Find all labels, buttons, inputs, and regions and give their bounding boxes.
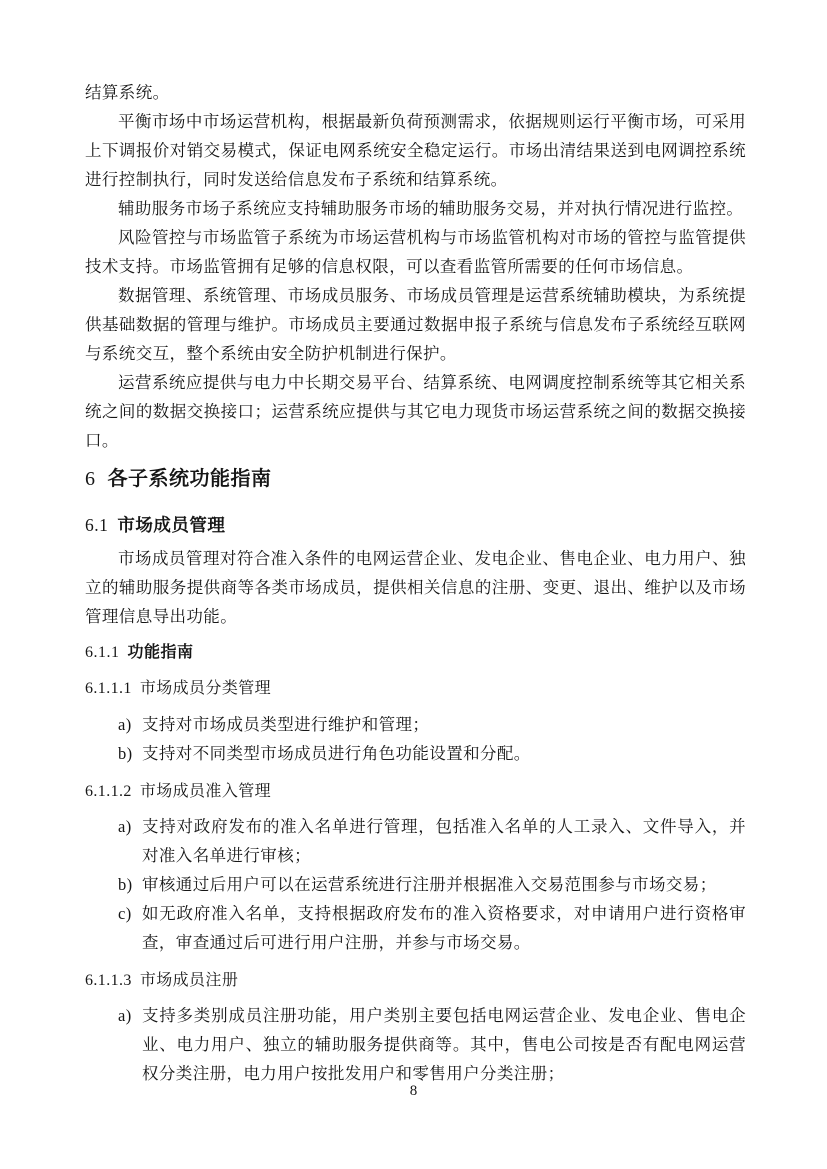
list-item-marker: b) — [118, 875, 133, 894]
clause-heading-6-1-1-2 — [85, 780, 746, 804]
clause-title: 市场成员分类管理 — [139, 680, 272, 697]
list-item — [85, 899, 746, 957]
list-item-text: 支持对政府发布的准入名单进行管理，包括准入名单的人工录入、文件导入，并对准入名单进行审核； — [142, 817, 746, 865]
section-title: 各子系统功能指南 — [107, 468, 272, 490]
clause-number: 6.1.1.2 — [85, 783, 132, 800]
list-item-text: 支持对不同类型市场成员进行角色功能设置和分配。 — [142, 744, 531, 763]
section-heading-6 — [85, 464, 746, 494]
section-number: 6 — [85, 468, 96, 490]
list-item — [85, 710, 746, 739]
list-item-marker: b) — [118, 744, 133, 763]
subsection-number: 6.1 — [85, 515, 109, 535]
paragraph-balance-market: 平衡市场中市场运营机构，根据最新负荷预测需求，依据规则运行平衡市场，可采用上下调报价对销交易模式，保证电网系统安全稳定运行。市场出清结果送到电网调控系统进行控制执行，同时发送给信息发布子系统和结算系统。 — [85, 112, 746, 189]
clause-list-6-1-1-1 — [85, 710, 746, 768]
list-item — [85, 739, 746, 768]
clause-heading-6-1-1-1 — [85, 677, 746, 701]
paragraph-interfaces: 运营系统应提供与电力中长期交易平台、结算系统、电网调度控制系统等其它相关系统之间的数据交换接口；运营系统应提供与其它电力现货市场运营系统之间的数据交换接口。 — [85, 373, 746, 450]
list-item-marker: a) — [118, 1006, 132, 1025]
list-item-text: 如无政府准入名单，支持根据政府发布的准入资格要求，对申请用户进行资格审查，审查通过后可进行用户注册，并参与市场交易。 — [142, 904, 746, 952]
paragraph-ancillary-services: 辅助服务市场子系统应支持辅助服务市场的辅助服务交易，并对执行情况进行监控。 — [118, 199, 744, 218]
subsection-heading-6-1-1 — [85, 641, 746, 665]
clause-heading-6-1-1-3 — [85, 969, 746, 993]
subsection-title: 功能指南 — [127, 644, 194, 661]
list-item — [85, 1001, 746, 1088]
list-item-text: 支持多类别成员注册功能，用户类别主要包括电网运营企业、发电企业、售电企业、电力用户、独立的辅助服务提供商等。其中，售电公司按是否有配电网运营权分类注册，电力用户按批发用户和零售用户分类注册； — [142, 1006, 746, 1083]
list-item — [85, 870, 746, 899]
paragraph-member-management: 市场成员管理对符合准入条件的电网运营企业、发电企业、售电企业、电力用户、独立的辅助服务提供商等各类市场成员，提供相关信息的注册、变更、退出、维护以及市场管理信息导出功能。 — [85, 549, 746, 626]
list-item — [85, 812, 746, 870]
paragraph-risk-control: 风险管控与市场监管子系统为市场运营机构与市场监管机构对市场的管控与监管提供技术支持。市场监管拥有足够的信息权限，可以查看监管所需要的任何市场信息。 — [85, 228, 746, 276]
paragraph-data-management: 数据管理、系统管理、市场成员服务、市场成员管理是运营系统辅助模块，为系统提供基础数据的管理与维护。市场成员主要通过数据申报子系统与信息发布子系统经互联网与系统交互，整个系统由安全防护机制进行保护。 — [85, 286, 746, 363]
clause-list-6-1-1-2 — [85, 812, 746, 957]
page-number: 8 — [409, 1083, 418, 1099]
clause-list-6-1-1-3 — [85, 1001, 746, 1088]
list-item-text: 审核通过后用户可以在运营系统进行注册并根据准入交易范围参与市场交易； — [142, 875, 717, 894]
paragraph-continuation: 结算系统。 — [85, 83, 170, 102]
clause-number: 6.1.1.1 — [85, 680, 132, 697]
clause-title: 市场成员准入管理 — [139, 783, 272, 800]
subsection-heading-6-1 — [85, 512, 746, 538]
subsection-number: 6.1.1 — [85, 644, 120, 661]
document-content — [85, 78, 746, 1088]
list-item-text: 支持对市场成员类型进行维护和管理； — [142, 715, 430, 734]
clause-number: 6.1.1.3 — [85, 972, 132, 989]
list-item-marker: a) — [118, 817, 132, 836]
subsection-title: 市场成员管理 — [117, 515, 226, 535]
clause-title: 市场成员注册 — [139, 972, 239, 989]
list-item-marker: c) — [118, 904, 132, 923]
list-item-marker: a) — [118, 715, 132, 734]
